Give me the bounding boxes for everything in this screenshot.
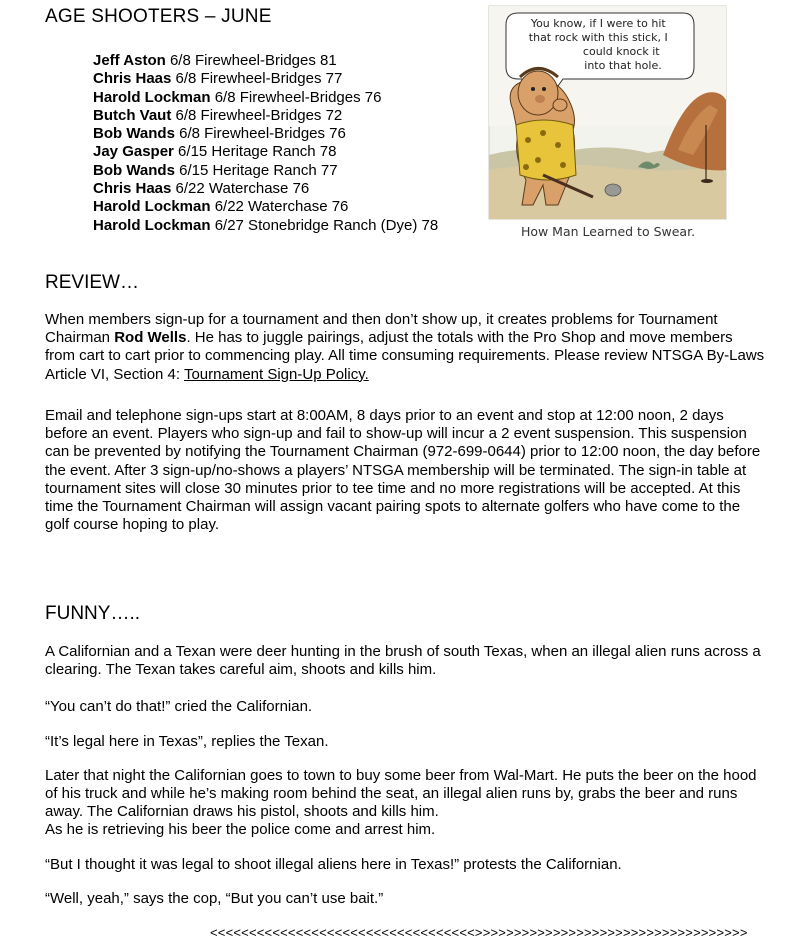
shooter-detail: 6/22 Waterchase 76 bbox=[171, 180, 310, 198]
list-item bbox=[93, 125, 438, 143]
funny-paragraph-6: “Well, yeah,” says the cop, “But you can’t use bait.” bbox=[45, 890, 384, 907]
speech-line: could knock it bbox=[582, 45, 660, 58]
shooter-detail: 6/22 Waterchase 76 bbox=[210, 198, 349, 216]
age-shooters-title: AGE SHOOTERS – JUNE bbox=[45, 6, 272, 27]
funny-paragraph-5: “But I thought it was legal to shoot illegal aliens here in Texas!” protests the Californian. bbox=[45, 856, 622, 873]
review-heading: REVIEW… bbox=[45, 272, 139, 293]
caveman-golf-cartoon bbox=[488, 5, 728, 246]
list-item bbox=[93, 89, 438, 107]
funny-paragraph-3: “It’s legal here in Texas”, replies the Texan. bbox=[45, 733, 329, 750]
list-item bbox=[93, 217, 438, 235]
shooter-name: Harold Lockman bbox=[93, 88, 211, 106]
shooter-name: Butch Vaut bbox=[93, 106, 172, 124]
shooter-name: Chris Haas bbox=[93, 70, 172, 88]
list-item bbox=[93, 180, 438, 198]
shooter-name: Jeff Aston bbox=[93, 52, 166, 69]
list-item bbox=[93, 52, 438, 70]
cartoon-caption: How Man Learned to Swear. bbox=[520, 224, 696, 239]
list-item bbox=[93, 162, 438, 180]
funny-paragraph-2: “You can’t do that!” cried the Californian. bbox=[45, 698, 313, 715]
shooter-detail: 6/8 Firewheel-Bridges 77 bbox=[171, 70, 343, 88]
speech-line: You know, if I were to hit bbox=[530, 17, 666, 30]
list-item bbox=[93, 143, 438, 161]
chairman-name: Rod Wells bbox=[114, 329, 187, 347]
funny-paragraph-4b: As he is retrieving his beer the police come and arrest him. bbox=[45, 821, 436, 838]
shooter-detail: 6/8 Firewheel-Bridges 76 bbox=[210, 88, 382, 106]
shooter-name: Jay Gasper bbox=[93, 143, 174, 161]
funny-paragraph-1: A Californian and a Texan were deer hunting in the brush of south Texas, when an illegal alien runs across a clearing. The Texan takes careful aim, shoots and kills him. bbox=[45, 643, 761, 679]
list-item bbox=[93, 107, 438, 125]
age-shooters-list bbox=[93, 52, 438, 235]
shooter-detail: 6/8 Firewheel-Bridges 72 bbox=[171, 106, 343, 124]
shooter-detail: 6/8 Firewheel-Bridges 81 bbox=[165, 52, 337, 69]
review-text: . He has to juggle pairings, adjust the totals with the Pro Shop and move members from cart to cart prior to commencing play. All time consuming requirements. Please review NTSGA By-Laws Article VI, Section 4: bbox=[45, 329, 765, 383]
shooter-detail: 6/15 Heritage Ranch 77 bbox=[174, 161, 338, 179]
review-text: When members sign-up for a tournament and then don’t show up, it creates problems for Tournament Chairman bbox=[45, 311, 718, 347]
separator-line: <<<<<<<<<<<<<<<<<<<<<<<<<<<<<<<<<<>>>>>>>>>>>>>>>>>>>>>>>>>>>>>>>>>>> bbox=[210, 925, 748, 940]
funny-paragraph-4: Later that night the Californian goes to town to buy some beer from Wal-Mart. He puts the beer on the hood of his truck and while he’s making room behind the seat, an illegal alien runs by, grabs the beer and runs away. The Californian draws his pistol, shoots and kills him. bbox=[45, 767, 757, 821]
shooter-name: Bob Wands bbox=[93, 125, 175, 143]
speech-line: into that hole. bbox=[584, 59, 662, 72]
shooter-detail: 6/8 Firewheel-Bridges 76 bbox=[174, 125, 346, 143]
shooter-detail: 6/15 Heritage Ranch 78 bbox=[173, 143, 337, 161]
shooter-name: Harold Lockman bbox=[93, 216, 211, 234]
shooter-detail: 6/27 Stonebridge Ranch (Dye) 78 bbox=[210, 216, 439, 234]
funny-heading: FUNNY….. bbox=[45, 603, 140, 624]
shooter-name: Harold Lockman bbox=[93, 198, 211, 216]
shooter-name: Chris Haas bbox=[93, 180, 172, 198]
speech-line: that rock with this stick, I bbox=[528, 31, 668, 44]
list-item bbox=[93, 70, 438, 88]
list-item bbox=[93, 198, 438, 216]
policy-link[interactable]: Tournament Sign-Up Policy. bbox=[183, 365, 369, 383]
review-paragraph-2: Email and telephone sign-ups start at 8:00AM, 8 days prior to an event and stop at 12:00 noon, 2 days before an event. Players who sign-up and fail to show-up will incur a 2 event suspension. This suspension can be prevented by notifying the Tournament Chairman (972-699-0644) prior to 12:00 noon, the day before the event. After 3 sign-up/no-shows a players’ NTSGA membership will be terminated. The sign-in table at tournament sites will close 30 minutes prior to tee time and no more registrations will be accepted. At this time the Tournament Chairman will assign vacant pairing spots to alternate golfers who have come to the golf course hoping to play. bbox=[45, 407, 761, 534]
shooter-name: Bob Wands bbox=[93, 161, 175, 179]
review-paragraph-1 bbox=[45, 311, 765, 384]
